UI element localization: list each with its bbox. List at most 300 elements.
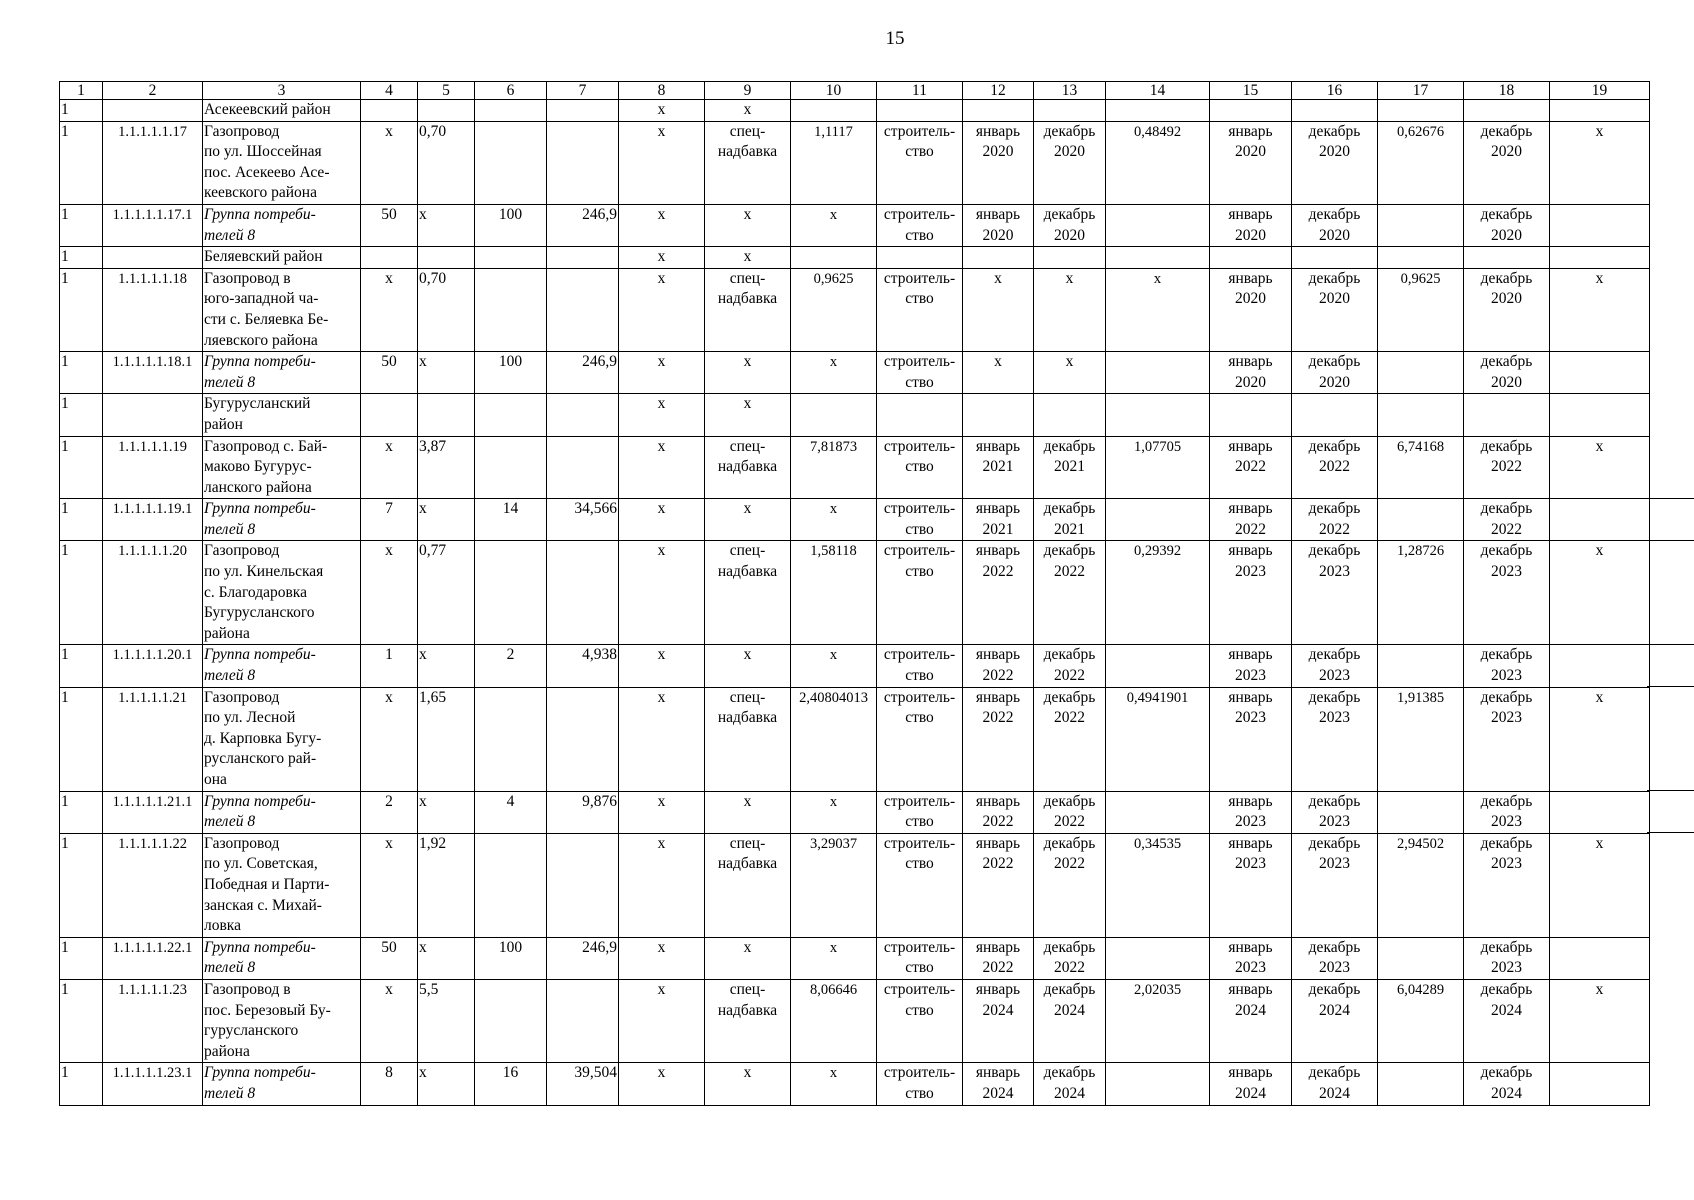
cell-text-line: 2020 <box>982 143 1014 161</box>
cell-text-line: юго-западной ча- <box>204 290 319 308</box>
table-cell-col-12 <box>963 791 1034 833</box>
table-cell-col-14 <box>1106 937 1210 979</box>
table-cell-col-13 <box>1034 499 1106 541</box>
cell-text-line: спец- <box>729 542 766 560</box>
cell-text-line: январь <box>975 500 1021 518</box>
table-cell-col-3 <box>203 645 361 687</box>
table-cell-col-19 <box>1550 247 1650 269</box>
table-cell-col-10 <box>791 247 877 269</box>
cell-text-line: 2020 <box>1235 226 1266 244</box>
cell-text-line: январь <box>975 834 1021 852</box>
cell-text-line: декабрь <box>1043 834 1096 852</box>
cell-text-line: декабрь <box>1043 205 1096 223</box>
table-cell-col-6 <box>475 541 547 645</box>
table-cell-col-2: 1.1.1.1.1.18.1 <box>103 352 203 394</box>
cell-text-line: по ул. Советская, <box>204 855 318 873</box>
table-cell-col-11 <box>877 937 963 979</box>
cell-text-line: строитель- <box>883 269 956 287</box>
table-cell-col-6 <box>475 394 547 436</box>
table-cell-col-6 <box>475 833 547 937</box>
table-cell-col-1: 1 <box>60 436 103 499</box>
table-cell-col-14: х <box>1106 268 1210 351</box>
cell-text-line: январь <box>975 688 1021 706</box>
cell-text-line: декабрь <box>1308 437 1361 455</box>
cell-text-line: 2023 <box>1319 813 1350 831</box>
cell-text-line: январь <box>1228 1064 1273 1082</box>
table-cell-col-11 <box>877 100 963 122</box>
table-cell-col-6 <box>475 247 547 269</box>
cell-text-line: январь <box>975 938 1021 956</box>
cell-text-line: январь <box>1228 646 1273 664</box>
table-cell-col-8: х <box>619 394 705 436</box>
table-cell-col-6: 16 <box>475 1063 547 1105</box>
table-cell-col-8: х <box>619 980 705 1063</box>
table-cell-col-10 <box>791 100 877 122</box>
table-cell-col-4: 7 <box>361 499 418 541</box>
cell-text-line: декабрь <box>1043 122 1096 140</box>
cell-text-line: Группа потреби- <box>204 646 316 664</box>
table-cell-col-5: 0,70 <box>418 121 475 204</box>
cell-text-line: 2024 <box>1319 1085 1350 1102</box>
table-cell-col-18 <box>1464 247 1550 269</box>
table-cell-col-11 <box>877 121 963 204</box>
cell-text-line: 2024 <box>1491 1085 1522 1102</box>
table-header-row <box>60 82 1650 100</box>
table-cell-col-13 <box>1034 204 1106 246</box>
table-cell-col-4: х <box>361 687 418 791</box>
cell-text-line: строитель- <box>883 122 956 140</box>
table-cell-col-7 <box>547 541 619 645</box>
table-cell-col-13 <box>1034 791 1106 833</box>
cell-text-line: январь <box>1228 981 1273 999</box>
table-cell-col-7 <box>547 687 619 791</box>
cell-text-line: 2022 <box>982 709 1014 727</box>
table-cell-col-2: 1.1.1.1.1.17 <box>103 121 203 204</box>
table-cell-col-13 <box>1034 541 1106 645</box>
table-cell-col-17 <box>1378 247 1464 269</box>
cell-text-line: Газопровод <box>204 542 280 560</box>
table-row <box>60 937 1650 979</box>
cell-text-line: ство <box>905 1001 934 1019</box>
cell-text-line: строитель- <box>883 981 956 999</box>
table-cell-col-12 <box>963 204 1034 246</box>
column-header: 10 <box>791 82 877 100</box>
row-extension-line <box>1647 540 1694 541</box>
table-cell-col-14 <box>1106 791 1210 833</box>
table-cell-col-5 <box>418 247 475 269</box>
cell-text-line: телей 8 <box>204 520 256 538</box>
table-cell-col-7: 39,504 <box>547 1063 619 1105</box>
cell-text-line: декабрь <box>1308 1064 1361 1082</box>
table-cell-col-3 <box>203 687 361 791</box>
column-header: 7 <box>547 82 619 100</box>
cell-text-line: 2022 <box>1054 667 1085 685</box>
cell-text-line: январь <box>1228 437 1273 455</box>
table-row <box>60 436 1650 499</box>
table-cell-col-1: 1 <box>60 937 103 979</box>
table-cell-col-11 <box>877 394 963 436</box>
table-cell-col-11 <box>877 436 963 499</box>
cell-text-line: 2021 <box>982 520 1014 538</box>
cell-text-line: Газопровод в <box>204 269 291 287</box>
table-cell-col-15 <box>1210 833 1292 937</box>
table-cell-col-16 <box>1292 833 1378 937</box>
cell-text-line: декабрь <box>1480 542 1533 560</box>
table-cell-col-13 <box>1034 833 1106 937</box>
table-cell-col-3 <box>203 394 361 436</box>
table-cell-col-17 <box>1378 1063 1464 1105</box>
table-cell-col-2: 1.1.1.1.1.20.1 <box>103 645 203 687</box>
table-cell-col-18 <box>1464 833 1550 937</box>
table-cell-col-4 <box>361 247 418 269</box>
table-cell-col-10: х <box>791 499 877 541</box>
cell-text-line: спец- <box>729 122 766 140</box>
cell-text-line: спец- <box>729 437 766 455</box>
table-cell-col-8: х <box>619 121 705 204</box>
table-cell-col-18 <box>1464 352 1550 394</box>
cell-text-line: район <box>204 415 243 433</box>
cell-text-line: январь <box>975 542 1021 560</box>
cell-text-line: январь <box>975 1064 1021 1082</box>
table-cell-col-16 <box>1292 541 1378 645</box>
table-cell-col-18 <box>1464 687 1550 791</box>
cell-text-line: 2023 <box>1491 667 1522 685</box>
table-cell-col-16 <box>1292 980 1378 1063</box>
cell-text-line: декабрь <box>1480 834 1533 852</box>
table-cell-col-19 <box>1550 645 1650 687</box>
table-cell-col-15 <box>1210 645 1292 687</box>
row-extension-line <box>1647 644 1694 645</box>
cell-text-line: района <box>204 1042 250 1060</box>
table-cell-col-8: х <box>619 937 705 979</box>
table-cell-col-10: х <box>791 645 877 687</box>
table-cell-col-18 <box>1464 204 1550 246</box>
cell-text-line: декабрь <box>1480 688 1533 706</box>
table-cell-col-16 <box>1292 352 1378 394</box>
table-cell-col-4: х <box>361 833 418 937</box>
cell-text-line: 2024 <box>1235 1085 1266 1102</box>
cell-text-line: декабрь <box>1480 353 1533 371</box>
cell-text-line: 2023 <box>1319 709 1350 727</box>
table-cell-col-17 <box>1378 645 1464 687</box>
cell-text-line: надбавка <box>717 143 778 161</box>
cell-text-line: строитель- <box>883 500 956 518</box>
table-cell-col-2 <box>103 100 203 122</box>
cell-text-line: декабрь <box>1308 353 1361 371</box>
cell-text-line: 2022 <box>1054 563 1085 581</box>
cell-text-line: Бугурусланского <box>204 604 315 622</box>
table-cell-col-4: 50 <box>361 204 418 246</box>
cell-text-line: 2022 <box>1054 813 1085 831</box>
table-cell-col-3 <box>203 833 361 937</box>
cell-text-line: маково Бугурус- <box>204 458 312 476</box>
cell-text-line: январь <box>1228 938 1273 956</box>
cell-text-line: 2022 <box>1235 520 1266 538</box>
column-header: 8 <box>619 82 705 100</box>
table-cell-col-10: х <box>791 204 877 246</box>
table-cell-col-18 <box>1464 645 1550 687</box>
column-header: 2 <box>103 82 203 100</box>
table-cell-col-5: 0,77 <box>418 541 475 645</box>
table-cell-col-8: х <box>619 687 705 791</box>
cell-text-line: декабрь <box>1480 1064 1533 1082</box>
table-cell-col-3 <box>203 436 361 499</box>
table-cell-col-4: 8 <box>361 1063 418 1105</box>
table-cell-col-7: 246,9 <box>547 352 619 394</box>
table-cell-col-9: х <box>705 645 791 687</box>
table-cell-col-1: 1 <box>60 204 103 246</box>
table-cell-col-3 <box>203 499 361 541</box>
cell-text-line: Группа потреби- <box>204 938 316 956</box>
cell-text-line: декабрь <box>1308 834 1361 852</box>
table-cell-col-19: х <box>1550 541 1650 645</box>
table-cell-col-16 <box>1292 100 1378 122</box>
table-cell-col-18 <box>1464 121 1550 204</box>
table-cell-col-3: Асекеевский район <box>203 100 361 122</box>
cell-text-line: январь <box>975 646 1021 664</box>
cell-text-line: декабрь <box>1043 792 1096 810</box>
table-cell-col-17: 1,28726 <box>1378 541 1464 645</box>
cell-text-line: Группа потреби- <box>204 500 316 518</box>
table-row <box>60 394 1650 436</box>
table-cell-col-10: 2,40804013 <box>791 687 877 791</box>
table-cell-col-18 <box>1464 980 1550 1063</box>
cell-text-line: 2024 <box>1235 1001 1266 1019</box>
table-cell-col-4: 1 <box>361 645 418 687</box>
cell-text-line: ляевского района <box>204 331 318 349</box>
cell-text-line: строитель- <box>883 437 956 455</box>
cell-text-line: надбавка <box>717 855 778 873</box>
cell-text-line: Бугурусланский <box>204 395 311 413</box>
table-cell-col-6 <box>475 980 547 1063</box>
table-cell-col-2 <box>103 247 203 269</box>
table-cell-col-15 <box>1210 687 1292 791</box>
column-header: 15 <box>1210 82 1292 100</box>
cell-text-line: декабрь <box>1308 500 1361 518</box>
table-cell-col-5: х <box>418 937 475 979</box>
table-cell-col-13 <box>1034 687 1106 791</box>
table-cell-col-2: 1.1.1.1.1.21 <box>103 687 203 791</box>
table-cell-col-19 <box>1550 394 1650 436</box>
cell-text-line: 2023 <box>1491 855 1522 873</box>
column-header: 5 <box>418 82 475 100</box>
cell-text-line: Группа потреби- <box>204 353 316 371</box>
table-cell-col-9 <box>705 436 791 499</box>
table-cell-col-19 <box>1550 499 1650 541</box>
table-cell-col-13 <box>1034 937 1106 979</box>
table-cell-col-16 <box>1292 121 1378 204</box>
table-cell-col-8: х <box>619 645 705 687</box>
table-cell-col-16 <box>1292 1063 1378 1105</box>
table-cell-col-4: 2 <box>361 791 418 833</box>
table-cell-col-3 <box>203 937 361 979</box>
column-header: 11 <box>877 82 963 100</box>
table-cell-col-12 <box>963 100 1034 122</box>
cell-text-line: декабрь <box>1480 205 1533 223</box>
table-cell-col-14: 0,48492 <box>1106 121 1210 204</box>
cell-text-line: 2022 <box>1491 458 1522 476</box>
cell-text-line: телей 8 <box>204 959 256 977</box>
table-cell-col-10: 8,06646 <box>791 980 877 1063</box>
table-cell-col-2: 1.1.1.1.1.17.1 <box>103 204 203 246</box>
cell-text-line: она <box>204 771 227 789</box>
table-cell-col-19 <box>1550 204 1650 246</box>
table-cell-col-15 <box>1210 204 1292 246</box>
table-cell-col-13 <box>1034 980 1106 1063</box>
table-cell-col-15 <box>1210 100 1292 122</box>
cell-text-line: строитель- <box>883 792 956 810</box>
table-cell-col-1: 1 <box>60 980 103 1063</box>
table-cell-col-12 <box>963 436 1034 499</box>
cell-text-line: строитель- <box>883 938 956 956</box>
cell-text-line: декабрь <box>1043 938 1096 956</box>
table-cell-col-16 <box>1292 499 1378 541</box>
table-cell-col-1: 1 <box>60 352 103 394</box>
cell-text-line: 2023 <box>1235 813 1266 831</box>
cell-text-line: декабрь <box>1043 981 1096 999</box>
table-row <box>60 687 1650 791</box>
table-cell-col-2: 1.1.1.1.1.20 <box>103 541 203 645</box>
table-row <box>60 541 1650 645</box>
cell-text-line: строитель- <box>883 646 956 664</box>
cell-text-line: декабрь <box>1480 437 1533 455</box>
cell-text-line: январь <box>1228 269 1273 287</box>
table-cell-col-18 <box>1464 394 1550 436</box>
table-cell-col-14 <box>1106 247 1210 269</box>
table-cell-col-15 <box>1210 247 1292 269</box>
table-cell-col-1: 1 <box>60 499 103 541</box>
table-cell-col-17 <box>1378 352 1464 394</box>
column-header: 4 <box>361 82 418 100</box>
cell-text-line: декабрь <box>1308 792 1361 810</box>
table-row <box>60 645 1650 687</box>
cell-text-line: телей 8 <box>204 226 256 244</box>
table-cell-col-15 <box>1210 436 1292 499</box>
column-header: 19 <box>1550 82 1650 100</box>
table-cell-col-15 <box>1210 499 1292 541</box>
column-header: 1 <box>60 82 103 100</box>
table-cell-col-1: 1 <box>60 1063 103 1105</box>
cell-text-line: январь <box>1228 792 1273 810</box>
table-cell-col-4: 50 <box>361 937 418 979</box>
cell-text-line: ство <box>905 813 934 831</box>
table-cell-col-9: х <box>705 499 791 541</box>
cell-text-line: строитель- <box>883 353 956 371</box>
cell-text-line: спец- <box>729 688 766 706</box>
cell-text-line: ство <box>905 290 934 308</box>
table-cell-col-3 <box>203 541 361 645</box>
table-cell-col-2: 1.1.1.1.1.23.1 <box>103 1063 203 1105</box>
cell-text-line: 2020 <box>1319 226 1350 244</box>
table-cell-col-7: 4,938 <box>547 645 619 687</box>
table-cell-col-8: х <box>619 247 705 269</box>
table-cell-col-6 <box>475 100 547 122</box>
table-cell-col-10: 1,58118 <box>791 541 877 645</box>
table-cell-col-5: 0,70 <box>418 268 475 351</box>
cell-text-line: 2024 <box>1054 1085 1085 1102</box>
table-cell-col-7 <box>547 247 619 269</box>
cell-text-line: сти с. Беляевка Бе- <box>204 310 329 328</box>
table-cell-col-14 <box>1106 1063 1210 1105</box>
table-cell-col-11 <box>877 1063 963 1105</box>
table-cell-col-15 <box>1210 121 1292 204</box>
table-row <box>60 204 1650 246</box>
table-cell-col-10: х <box>791 1063 877 1105</box>
table-cell-col-19: х <box>1550 268 1650 351</box>
cell-text-line: спец- <box>729 834 766 852</box>
cell-text-line: 2023 <box>1491 709 1522 727</box>
table-cell-col-3: Беляевский район <box>203 247 361 269</box>
cell-text-line: 2022 <box>1491 520 1522 538</box>
cell-text-line: Газопровод <box>204 834 280 852</box>
table-cell-col-4: 50 <box>361 352 418 394</box>
table-cell-col-3 <box>203 268 361 351</box>
cell-text-line: январь <box>1228 834 1273 852</box>
table-cell-col-2: 1.1.1.1.1.22 <box>103 833 203 937</box>
cell-text-line: 2021 <box>982 458 1014 476</box>
table-cell-col-6: 14 <box>475 499 547 541</box>
cell-text-line: 2022 <box>982 667 1014 685</box>
table-cell-col-9 <box>705 121 791 204</box>
cell-text-line: спец- <box>729 981 766 999</box>
cell-text-line: декабрь <box>1480 981 1533 999</box>
table-cell-col-4: х <box>361 436 418 499</box>
cell-text-line: декабрь <box>1308 646 1361 664</box>
table-cell-col-17 <box>1378 937 1464 979</box>
table-cell-col-10: 0,9625 <box>791 268 877 351</box>
table-cell-col-17 <box>1378 499 1464 541</box>
cell-text-line: январь <box>1228 205 1273 223</box>
table-cell-col-10: х <box>791 791 877 833</box>
table-row <box>60 499 1650 541</box>
cell-text-line: ство <box>905 458 934 476</box>
table-cell-col-1: 1 <box>60 791 103 833</box>
column-header: 13 <box>1034 82 1106 100</box>
cell-text-line: строитель- <box>883 1064 956 1082</box>
table-cell-col-16 <box>1292 436 1378 499</box>
table-row <box>60 247 1650 269</box>
table-cell-col-2: 1.1.1.1.1.19 <box>103 436 203 499</box>
table-cell-col-9: х <box>705 100 791 122</box>
cell-text-line: декабрь <box>1308 205 1361 223</box>
cell-text-line: 2020 <box>1054 143 1085 161</box>
table-cell-col-9: х <box>705 1063 791 1105</box>
table-cell-col-4 <box>361 100 418 122</box>
table-cell-col-14: 2,02035 <box>1106 980 1210 1063</box>
table-cell-col-7 <box>547 436 619 499</box>
table-cell-col-2: 1.1.1.1.1.23 <box>103 980 203 1063</box>
cell-text-line: 2023 <box>1491 959 1522 977</box>
table-cell-col-4: х <box>361 268 418 351</box>
table-cell-col-16 <box>1292 645 1378 687</box>
table-cell-col-9 <box>705 980 791 1063</box>
cell-text-line: 2022 <box>982 959 1014 977</box>
table-cell-col-18 <box>1464 100 1550 122</box>
table-cell-col-9: х <box>705 247 791 269</box>
table-cell-col-1: 1 <box>60 687 103 791</box>
table-cell-col-15 <box>1210 541 1292 645</box>
table-cell-col-5: х <box>418 352 475 394</box>
cell-text-line: ланского района <box>204 478 312 496</box>
row-extension-line <box>1647 790 1694 791</box>
cell-text-line: 2023 <box>1319 855 1350 873</box>
table-cell-col-3 <box>203 352 361 394</box>
cell-text-line: Группа потреби- <box>204 1064 316 1082</box>
table-cell-col-18 <box>1464 937 1550 979</box>
table-cell-col-1: 1 <box>60 645 103 687</box>
table-cell-col-13 <box>1034 247 1106 269</box>
table-cell-col-18 <box>1464 436 1550 499</box>
